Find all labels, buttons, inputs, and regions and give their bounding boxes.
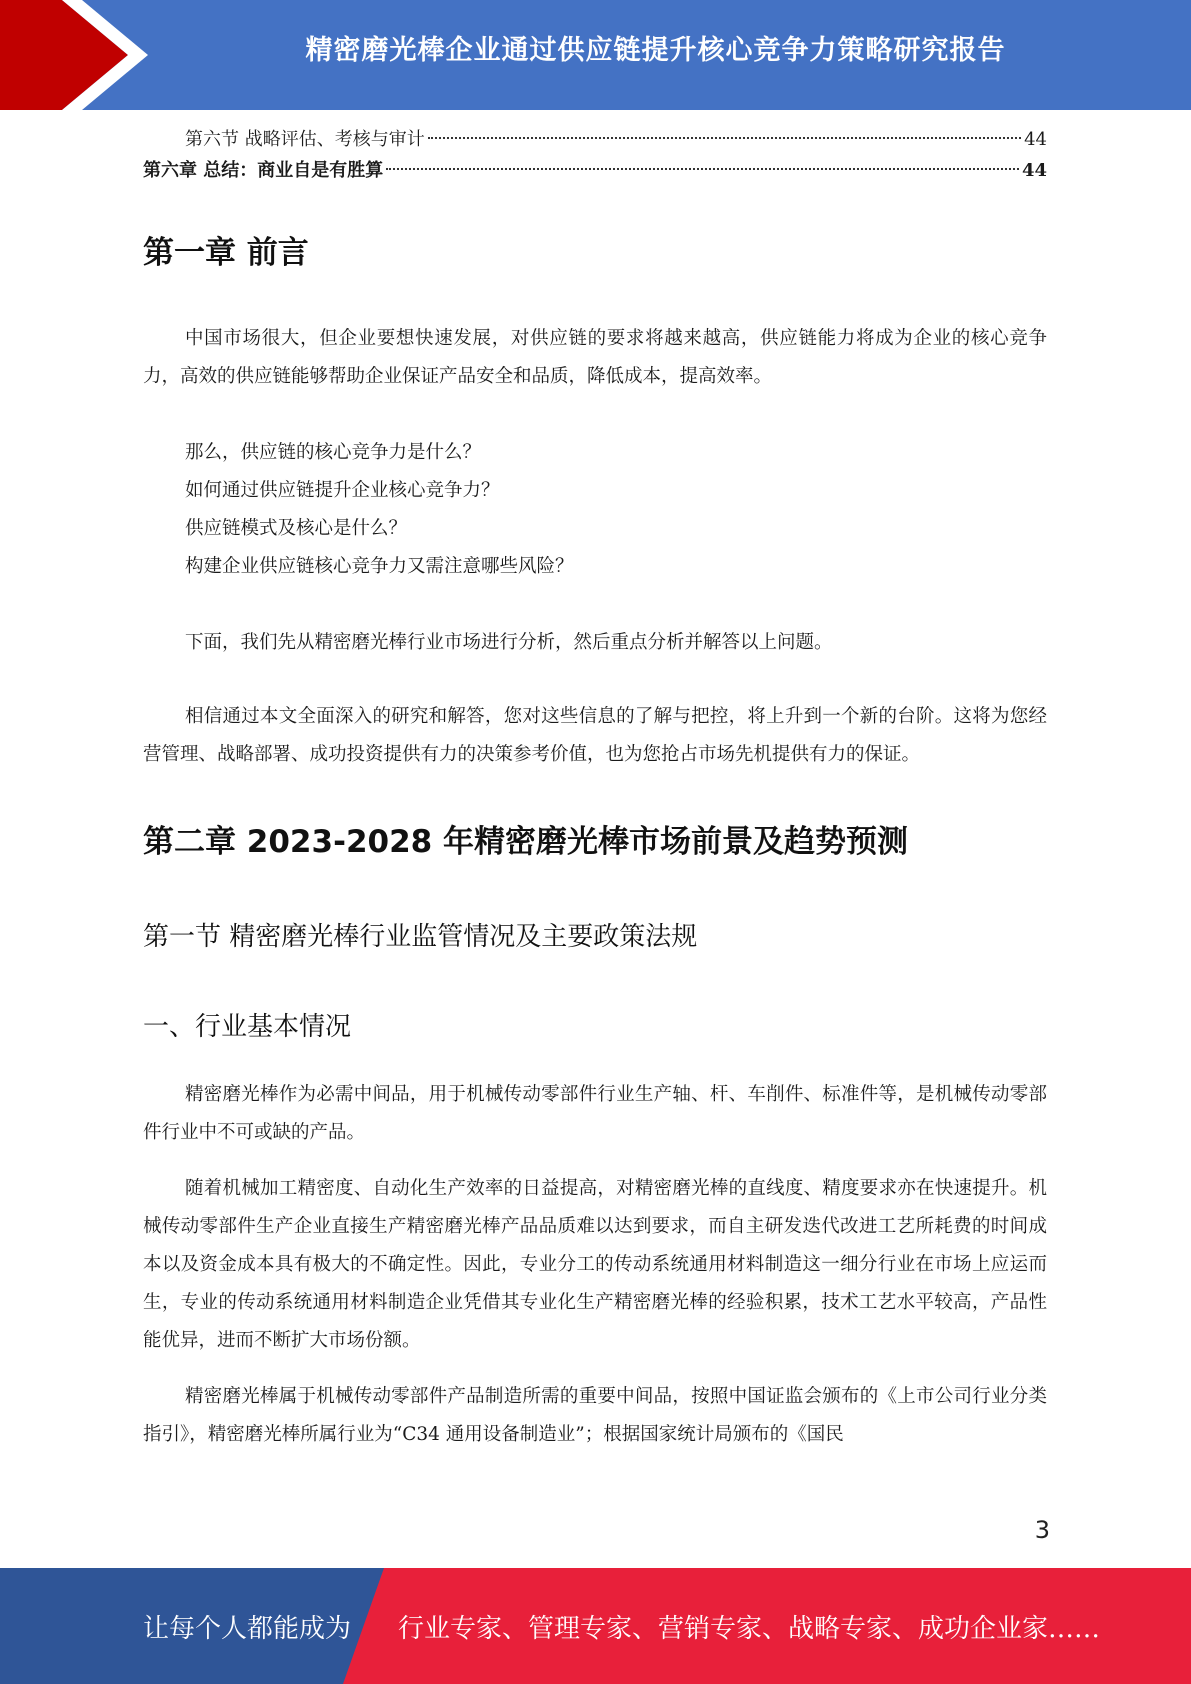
chapter-1-paragraph: 下面，我们先从精密磨光棒行业市场进行分析，然后重点分析并解答以上问题。 bbox=[185, 632, 833, 653]
page-content bbox=[143, 124, 1047, 1454]
chapter-2-title: 第二章 2023-2028 年精密磨光棒市场前景及趋势预测 bbox=[143, 824, 909, 860]
question-item: 构建企业供应链核心竞争力又需注意哪些风险？ bbox=[185, 556, 574, 577]
toc-entry-label: 第六章 总结：商业自是有胜算 bbox=[143, 160, 384, 181]
chapter-1-title: 第一章 前言 bbox=[143, 235, 309, 271]
chapter-1-paragraph: 中国市场很大，但企业要想快速发展，对供应链的要求将越来越高，供应链能力将成为企业的核心竞争力，高效的供应链能够帮助企业保证产品安全和品质，降低成本，提高效率。 bbox=[143, 328, 1047, 387]
chapter-2-paragraph: 精密磨光棒属于机械传动零部件产品制造所需的重要中间品，按照中国证监会颁布的《上市公司行业分类指引》，精密磨光棒所属行业为“C34 通用设备制造业”；根据国家统计局颁布的《国民 bbox=[143, 1386, 1047, 1445]
section-title: 第一节 精密磨光棒行业监管情况及主要政策法规 bbox=[143, 922, 698, 952]
page-number: 3 bbox=[1034, 1516, 1050, 1544]
subsection-title: 一、行业基本情况 bbox=[143, 1012, 352, 1042]
footer-slogan-left: 让每个人都能成为 bbox=[143, 1614, 352, 1644]
toc-entry-page: 44 bbox=[1024, 129, 1047, 150]
question-item: 供应链模式及核心是什么？ bbox=[185, 518, 408, 539]
footer-slogan-right: 行业专家、管理专家、营销专家、战略专家、成功企业家…… bbox=[398, 1614, 1101, 1644]
toc-entry[interactable] bbox=[143, 155, 1047, 186]
table-of-contents bbox=[143, 124, 1047, 186]
question-item: 如何通过供应链提升企业核心竞争力？ bbox=[185, 480, 500, 501]
chapter-2-paragraph: 精密磨光棒作为必需中间品，用于机械传动零部件行业生产轴、杆、车削件、标准件等，是机械传动零部件行业中不可或缺的产品。 bbox=[143, 1084, 1047, 1143]
toc-entry-page: 44 bbox=[1021, 160, 1047, 181]
question-list bbox=[143, 434, 1047, 586]
toc-entry[interactable] bbox=[143, 124, 1047, 155]
page-footer bbox=[0, 1568, 1191, 1684]
toc-leader-dots bbox=[428, 137, 1021, 139]
chapter-1-paragraph: 相信通过本文全面深入的研究和解答，您对这些信息的了解与把控，将上升到一个新的台阶。这将为您经营管理、战略部署、成功投资提供有力的决策参考价值，也为您抢占市场先机提供有力的保证。 bbox=[143, 706, 1047, 765]
chapter-2-paragraph: 随着机械加工精密度、自动化生产效率的日益提高，对精密磨光棒的直线度、精度要求亦在快速提升。机械传动零部件生产企业直接生产精密磨光棒产品品质难以达到要求，而自主研发迭代改进工艺所耗费的时间成本以及资金成本具有极大的不确定性。因此，专业分工的传动系统通用材料制造这一细分行业在市场上应运而生，专业的传动系统通用材料制造企业凭借其专业化生产精密磨光棒的经验积累，技术工艺水平较高，产品性能优异，进而不断扩大市场份额。 bbox=[143, 1178, 1047, 1351]
question-item: 那么，供应链的核心竞争力是什么？ bbox=[185, 442, 482, 463]
header-title: 精密磨光棒企业通过供应链提升核心竞争力策略研究报告 bbox=[305, 35, 1006, 66]
toc-entry-label: 第六节 战略评估、考核与审计 bbox=[185, 129, 425, 150]
toc-leader-dots bbox=[386, 168, 1019, 170]
header-arrow-graphic bbox=[0, 0, 160, 110]
page-header bbox=[0, 0, 1191, 110]
